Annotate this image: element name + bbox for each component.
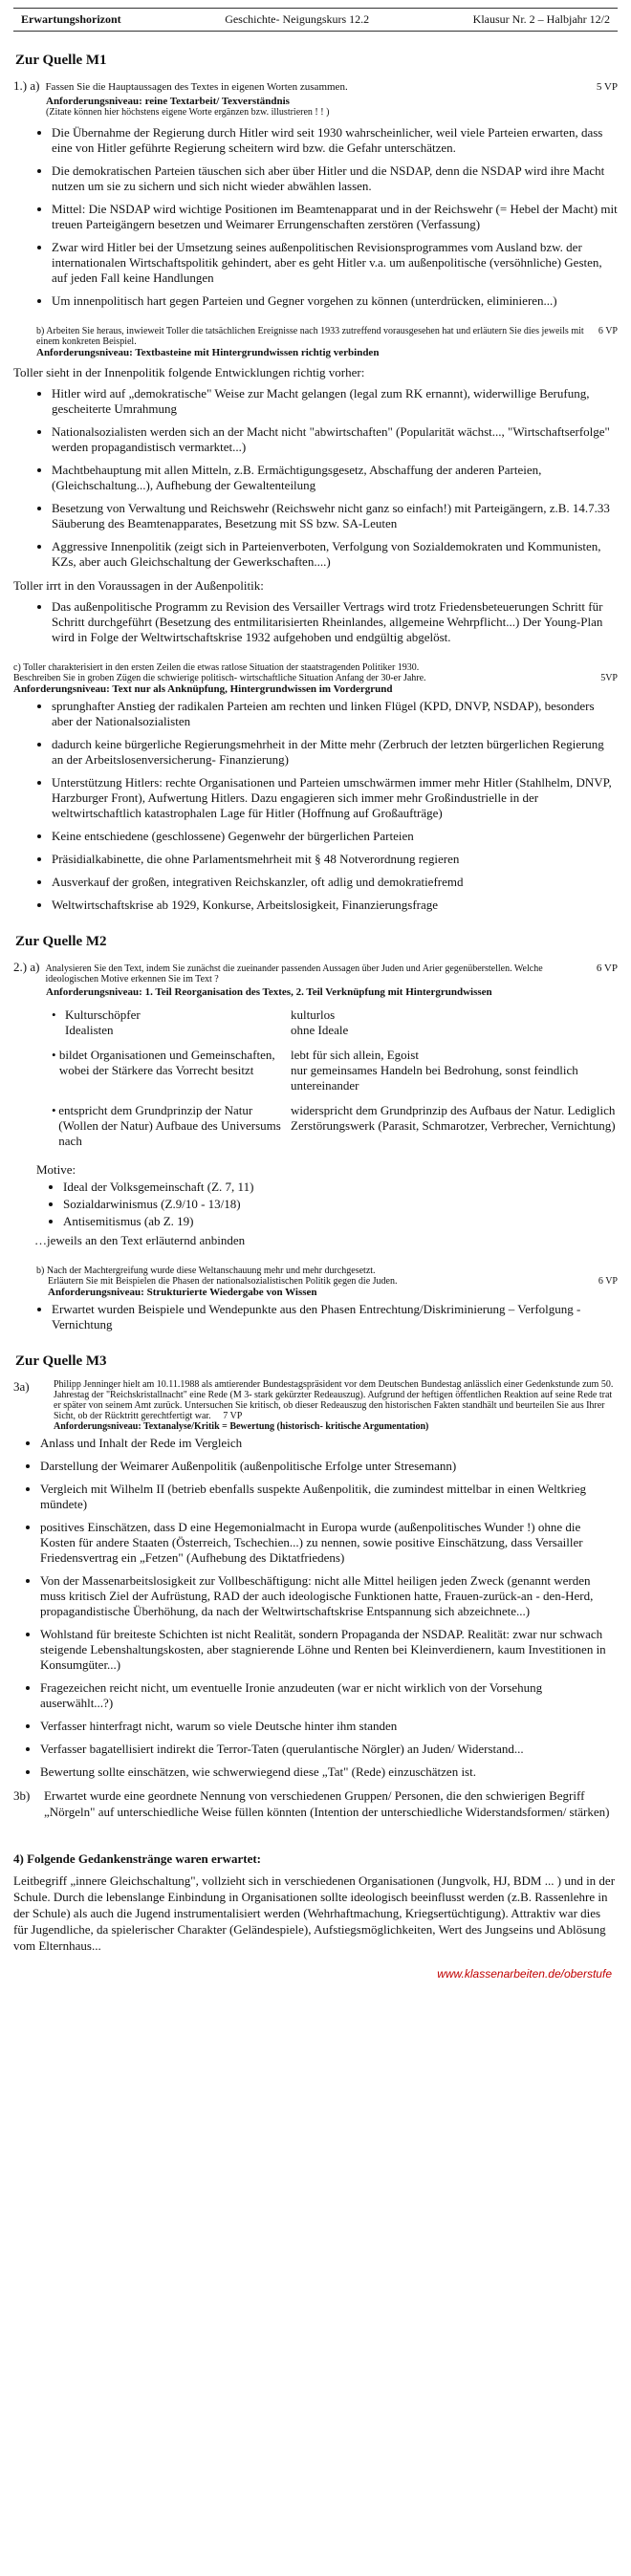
answer-list-1c xyxy=(13,699,618,913)
paragraph: Toller sieht in der Innenpolitik folgende Entwicklungen richtig vorher: xyxy=(13,365,365,379)
motive-list xyxy=(13,1180,618,1229)
list-item: • Sozialdarwinismus (Z.9/10 - 13/18) xyxy=(63,1197,618,1212)
question-3a xyxy=(13,1379,618,1432)
requirement-level: Anforderungsniveau: Strukturierte Wiedergabe von Wissen xyxy=(48,1287,317,1298)
table-cell-right: kulturlos ohne Ideale xyxy=(291,1007,349,1037)
question-1b xyxy=(36,326,618,358)
requirement-level: Anforderungsniveau: Textbasteine mit Hintergrundwissen richtig verbinden xyxy=(36,347,380,358)
list-item: • positives Einschätzen, dass D eine Hegemonialmacht in Europa wurde (außenpolitisches Wunder !) ohne die Kosten für andere Staaten (Österreich, Tschechien...) zu nennen, sowie positive Einschätzung, dass Versailler Friedensvertrag ein „Fetzen" (Aufhebung des Diktatfriedens) xyxy=(40,1520,618,1566)
paragraph: Erwartet wurde eine geordnete Nennung von verschiedenen Gruppen/ Personen, die den schwierigen Begriff „Nörgeln" auf unterschiedliche Weise füllen könnten (Intention der unterschiedliche Widerstandsformen/ stärken) xyxy=(44,1788,610,1819)
question-number: 2.) a) xyxy=(13,960,40,974)
question-note: (Zitate können hier höchstens eigene Worte ergänzen bzw. illustrieren ! ! ) xyxy=(46,107,330,118)
list-item: • Verfasser bagatellisiert indirekt die Terror-Taten (querulantische Nörgler) an Juden/ Widerstand... xyxy=(40,1742,618,1757)
question-text: Arbeiten Sie heraus, inwieweit Toller die tatsächlichen Ereignisse nach 1933 zutreffend vorausgesehen hat und erläutern Sie dies jeweils mit einem konkreten Beispiel. xyxy=(36,326,584,347)
requirement-level: Anforderungsniveau: Textanalyse/Kritik = Bewertung (historisch- kritische Argumentation) xyxy=(54,1421,429,1432)
question-text: Beschreiben Sie in groben Zügen die schwierige politisch- wirtschaftliche Situation Anfang der 30-er Jahre. xyxy=(13,673,426,683)
list-item: • Um innenpolitisch hart gegen Parteien und Gegner vorgehen zu können (unterdrücken, eliminieren...) xyxy=(52,293,618,309)
list-item: • Unterstützung Hitlers: rechte Organisationen und Parteien umschwärmen immer mehr Hitler (Stahlhelm, DNVP, Harzburger Front), Aufwertung Hitlers. Dazu engagieren sich immer mehr Großindustrielle in der weltwirtschaftlich katastrophalen Lage für Hitler (Hoffnung auf Großaufträge) xyxy=(52,775,618,821)
question-2b xyxy=(36,1266,618,1298)
table-cell-right: lebt für sich allein, Egoist nur gemeinsames Handeln bei Bedrohung, sonst feindlich untereinander xyxy=(291,1048,578,1093)
list-item: • Verfasser hinterfragt nicht, warum so viele Deutsche hinter ihm standen xyxy=(40,1719,618,1734)
section-heading-m3: Zur Quelle M3 xyxy=(15,1353,107,1369)
footer-link[interactable]: www.klassenarbeiten.de/oberstufe xyxy=(437,1967,612,1981)
table-row: • entspricht dem Grundprinzip der Natur (Wollen der Natur) Aufbaue des Universums nach widerspricht dem Grundprinzip des Aufbaus der Natur. Lediglich Zerstörungswerk (Parasit, Schmarotzer, Verbrecher, Vernichtung) xyxy=(52,1103,618,1149)
section-heading-m2: Zur Quelle M2 xyxy=(15,934,107,949)
list-item: • Präsidialkabinette, die ohne Parlamentsmehrheit mit § 48 Notverordnung regieren xyxy=(52,852,618,867)
header-title: Erwartungshorizont xyxy=(21,12,121,26)
list-item: • Besetzung von Verwaltung und Reichswehr (Reichswehr nicht ganz so einfach!) mit Parteigängern, z.B. 14.7.33 Säuberung des Beamtenapparates, Besetzung mit SS bzw. SA-Leuten xyxy=(52,501,618,531)
question-4-text: Leitbegriff „innere Gleichschaltung", vollzieht sich in verschiedenen Organisationen (Jungvolk, HJ, BDM ... ) und in der Schule. Durch die lebenslange Einbindung in Organisationen sollte ideologisch beeinflusst werden (z.B. Rassenlehre in der Schule) als auch die Jugend instrumentalisiert werden (Wehrhaftmachung, Kriegsertüchtigung). Attraktiv war dies für Jugendliche, da spielerischer Charakter (Geländespiele), Aufstiegsmöglichkeiten, Wert des Jungseins und Ablösung vom Elternhaus... xyxy=(13,1873,616,1953)
question-number: b) xyxy=(36,1266,45,1276)
list-item: • Antisemitismus (ab Z. 19) xyxy=(63,1214,618,1229)
list-item: • Darstellung der Weimarer Außenpolitik (außenpolitische Erfolge unter Stresemann) xyxy=(40,1459,618,1474)
list-item: • Bewertung sollte einschätzen, wie schwerwiegend diese „Tat" (Rede) einzuschätzen ist. xyxy=(40,1764,618,1780)
answer-list-3a xyxy=(13,1436,618,1780)
list-item: • Erwartet wurden Beispiele und Wendepunkte aus den Phasen Entrechtung/Diskriminierung – Verfolgung - Vernichtung xyxy=(52,1302,618,1332)
question-4-title: 4) Folgende Gedankenstränge waren erwartet: xyxy=(13,1851,261,1866)
list-item: • Fragezeichen reicht nicht, um eventuelle Ironie anzudeuten (war er nicht wirklich von der Vorsehung auserwählt...?) xyxy=(40,1680,618,1711)
points-label: 5 VP xyxy=(596,81,618,93)
document-page xyxy=(13,8,618,1981)
header-exam: Klausur Nr. 2 – Halbjahr 12/2 xyxy=(472,12,610,26)
points-label: 6 VP xyxy=(598,326,618,336)
list-item: • Nationalsozialisten werden sich an der Macht nicht "abwirtschaften" (Popularität wächst..., "Wirtschaftserfolge" werden propagandistisch vermarktet...) xyxy=(52,424,618,455)
question-1a xyxy=(13,78,618,94)
answer-list-2b xyxy=(13,1302,618,1332)
question-number: 3b) xyxy=(13,1788,31,1803)
list-item: • Mittel: Die NSDAP wird wichtige Positionen im Beamtenapparat und in der Reichswehr (= Hebel der Macht) mit treuen Parteigängern besetzen und Weimarer Errungenschaften zerstören (Verfassung) xyxy=(52,202,618,232)
answer-list-1b-innen xyxy=(13,386,618,570)
question-text: Analysieren Sie den Text, indem Sie zunächst die zueinander passenden Aussagen über Juden und Arier gegenüberstellen. Welche ideologischen Motive erkennen Sie im Text ? xyxy=(45,963,543,985)
list-item: • dadurch keine bürgerliche Regierungsmehrheit in der Mitte mehr (Zerbruch der letzten bürgerlichen Regierung an der Arbeitslosenversicherung- Finanzierung) xyxy=(52,737,618,768)
answer-list-1b-aussen xyxy=(13,599,618,645)
list-item: • Die demokratischen Parteien täuschen sich aber über Hitler und die NSDAP, denn die NSDAP wird ihre Macht nutzen um sie zu sichern und sich nicht wieder abwählen lassen. xyxy=(52,163,618,194)
table-row: • Kulturschöpfer Idealisten kulturlos ohne Ideale xyxy=(52,1007,618,1038)
page-header xyxy=(13,8,618,32)
table-cell-left: entspricht dem Grundprinzip der Natur (Wollen der Natur) Aufbaue des Universums nach xyxy=(58,1103,281,1148)
table-cell-left: bildet Organisationen und Gemeinschaften, wobei der Stärkere das Vorrecht besitzt xyxy=(58,1048,275,1077)
motive-title: Motive: xyxy=(36,1162,76,1177)
question-2a xyxy=(13,960,618,985)
header-course: Geschichte- Neigungskurs 12.2 xyxy=(225,12,370,26)
answer-list-1a xyxy=(13,125,618,309)
question-3b xyxy=(13,1787,618,1820)
table-cell-right: widerspricht dem Grundprinzip des Aufbaus der Natur. Lediglich Zerstörungswerk (Parasit, Schmarotzer, Verbrecher, Vernichtung) xyxy=(291,1103,616,1133)
question-number: 3a) xyxy=(13,1379,30,1394)
list-item: • Machtbehauptung mit allen Mitteln, z.B. Ermächtigungsgesetz, Abschaffung der anderen Parteien, (Gleichschaltung...), Aufhebung der Gewaltenteilung xyxy=(52,463,618,493)
list-item: • Aggressive Innenpolitik (zeigt sich in Parteienverboten, Verfolgung von Sozialdemokraten und Kommunisten, KZs, aber auch Gleichschaltung der Gewerkschaften....) xyxy=(52,539,618,570)
list-item: • Die Übernahme der Regierung durch Hitler wird seit 1930 wahrscheinlicher, weil viele Parteien erwarten, dass eine von Hitler geführte Regierung scheitern wird bzw. die Gefahr unterschätzen. xyxy=(52,125,618,156)
list-item: • Wohlstand für breiteste Schichten ist nicht Realität, sondern Propaganda der NSDAP. Realität: zwar nur schwach steigende Lebenshaltungskosten, aber stagnierende Löhne und Renten bei Kleinverdienern, kaum Investitionen in Konsumgüter...) xyxy=(40,1627,618,1673)
comparison-table xyxy=(52,1007,618,1149)
points-label: 6 VP xyxy=(596,963,618,974)
points-label: 6 VP xyxy=(598,1276,618,1287)
question-text: Erläutern Sie mit Beispielen die Phasen der nationalsozialistischen Politik gegen die Juden. xyxy=(48,1276,398,1287)
list-item: • Weltwirtschaftskrise ab 1929, Konkurse, Arbeitslosigkeit, Finanzierungsfrage xyxy=(52,898,618,913)
question-text: Nach der Machtergreifung wurde diese Weltanschauung mehr und mehr durchgesetzt. xyxy=(46,1266,376,1276)
requirement-level: Anforderungsniveau: reine Textarbeit/ Texverständnis xyxy=(46,96,290,107)
question-number: c) xyxy=(13,662,21,673)
question-text: Toller charakterisiert in den ersten Zeilen die etwas ratlose Situation der staatstragenden Politiker 1930. xyxy=(23,662,420,673)
points-label: 5VP xyxy=(600,673,618,683)
list-item: • Vergleich mit Wilhelm II (betrieb ebenfalls suspekte Außenpolitik, die zumindest mittelbar in einen Weltkrieg mündete) xyxy=(40,1482,618,1512)
list-item: • Das außenpolitische Programm zu Revision des Versailler Vertrags wird trotz Friedensbeteuerungen Schritt für Schritt durchgeführt (Besetzung des entmilitarisierten Rheinlandes, allgemeine Wehrpflicht...) Der Young-Plan wird in Folge der Weltwirtschaftskrise 1932 aufgehoben und endgültig abgelöst. xyxy=(52,599,618,645)
question-text: Philipp Jenninger hielt am 10.11.1988 als amtierender Bundestagspräsident vor dem Deutschen Bundestag anlässlich einer Gedenkstunde zum 50. Jahrestag der "Reichskristallnacht" eine Rede (M 3- stark gekürzter Redeauszug). Aufgrund der heftigen öffentlichen Reaktion auf seine Rede trat er später von seinem Amt zurück. Untersuchen Sie kritisch, ob dieser Redeauszug den historischen Fakten standhält und beurteilen Sie aus Ihrer Sicht, ob der Rücktritt gerechtfertigt war. xyxy=(54,1379,614,1421)
list-item: • Anlass und Inhalt der Rede im Vergleich xyxy=(40,1436,618,1451)
question-1c xyxy=(13,662,618,695)
table-row: • bildet Organisationen und Gemeinschaften, wobei der Stärkere das Vorrecht besitzt lebt für sich allein, Egoist nur gemeinsames Handeln bei Bedrohung, sonst feindlich untereinander xyxy=(52,1048,618,1093)
question-number: 1.) a) xyxy=(13,78,40,93)
list-item: • Hitler wird auf „demokratische" Weise zur Macht gelangen (legal zum RK ernannt), widerwillige Berufung, gescheiterte Umrahmung xyxy=(52,386,618,417)
question-number: b) xyxy=(36,326,45,336)
question-text: Fassen Sie die Hauptaussagen des Textes in eigenen Worten zusammen. xyxy=(45,81,348,93)
list-item: • Keine entschiedene (geschlossene) Gegenwehr der bürgerlichen Parteien xyxy=(52,829,618,844)
list-item: • Zwar wird Hitler bei der Umsetzung seines außenpolitischen Revisionsprogrammes vom Ausland bzw. der internationalen Wirtschaftspolitik gehindert, aber es geht Hitler v.a. um außenpolitische (versöhnliche) Gesten, auf jeden Fall keine Handlungen xyxy=(52,240,618,286)
section-heading-m1: Zur Quelle M1 xyxy=(15,53,107,68)
list-item: • Ausverkauf der großen, integrativen Reichskanzler, oft adlig und demokratiefremd xyxy=(52,875,618,890)
points-label: 7 VP xyxy=(223,1411,243,1421)
list-item: • sprunghafter Anstieg der radikalen Parteien am rechten und linken Flügel (KPD, DNVP, NSDAP), besonders aber der Nationalsozialisten xyxy=(52,699,618,729)
paragraph: Toller irrt in den Voraussagen in der Außenpolitik: xyxy=(13,578,264,593)
requirement-level: Anforderungsniveau: 1. Teil Reorganisation des Textes, 2. Teil Verknüpfung mit Hintergrundwissen xyxy=(46,986,492,998)
list-item: • Von der Massenarbeitslosigkeit zur Vollbeschäftigung: nicht alle Mittel heiligen jeden Zweck (genannt werden muss kritisch Ziel der Aufrüstung, RAD der auch ideologische Funktionen hatte, Frauen-zurück-an - den-Herd, propagandistische Überhöhung, da nach der Weltwirtschaftskrise Entspannung sich abzeichnete...) xyxy=(40,1573,618,1619)
table-cell-left: Kulturschöpfer Idealisten xyxy=(65,1007,141,1037)
requirement-level: Anforderungsniveau: Text nur als Anknüpfung, Hintergrundwissen im Vordergrund xyxy=(13,683,393,695)
paragraph: …jeweils an den Text erläuternd anbinden xyxy=(34,1233,246,1247)
list-item: • Ideal der Volksgemeinschaft (Z. 7, 11) xyxy=(63,1180,618,1195)
